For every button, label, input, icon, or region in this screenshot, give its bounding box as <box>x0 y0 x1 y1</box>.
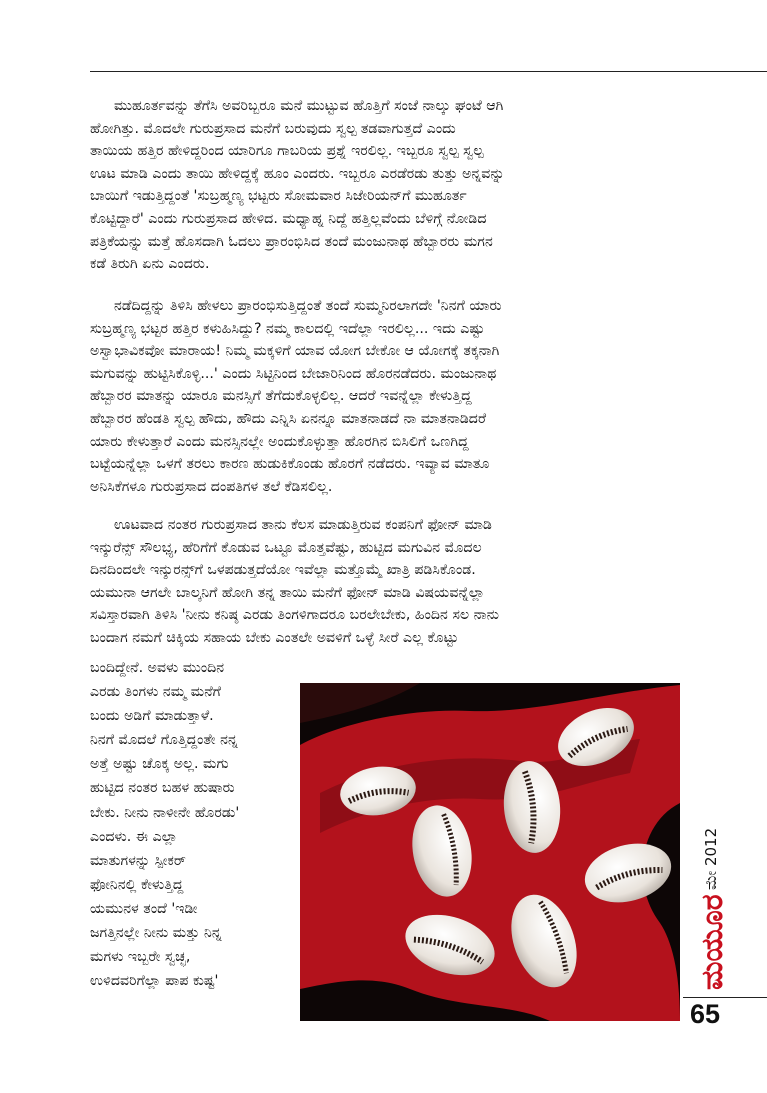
text-line: ಹೆಬ್ಬಾರರ ಹೆಂಡತಿ ಸ್ವಲ್ಪ ಹೌದು, ಹೌದು ಎನ್ನಿಸಿ ಏನನ್ನೂ ಮಾತನಾಡದೆ ನಾ ಮಾತನಾಡಿದರೆ <box>90 410 487 427</box>
text-line: ಪತ್ರಿಕೆಯನ್ನು ಮತ್ತೆ ಹೊಸದಾಗಿ ಓದಲು ಪ್ರಾರಂಭಿಸಿದ ತಂದೆ ಮಂಜುನಾಥ ಹೆಬ್ಬಾರರು ಮಗನ <box>90 233 493 250</box>
magazine-title: ಮಯೂರ <box>695 894 730 990</box>
text-line: ಜಗತ್ತಿನಲ್ಲೇ ನೀನು ಮತ್ತು ನಿನ್ನ <box>90 925 222 942</box>
text-line: ತಾಯಿಯ ಹತ್ತಿರ ಹೇಳಿದ್ದರಿಂದ ಯಾರಿಗೂ ಗಾಬರಿಯ ಪ್ರಶ್ನೆ ಇರಲಿಲ್ಲ. ಇಬ್ಬರೂ ಸ್ವಲ್ಪ ಸ್ವಲ್ಪ <box>90 143 484 160</box>
text-line: ಸವಿಸ್ತಾರವಾಗಿ ತಿಳಿಸಿ 'ನೀನು ಕನಿಷ್ಠ ಎರಡು ತಿಂಗಳಿಗಾದರೂ ಬರಲೇಬೇಕು, ಹಿಂದಿನ ಸಲ ನಾನು <box>90 607 499 624</box>
text-line: ಬಂದಾಗ ನಮಗೆ ಚಿಕ್ಕಿಯ ಸಹಾಯ ಬೇಕು ಎಂತಲೇ ಅವಳಿಗೆ ಒಳ್ಳೆ ಸೀರೆ ಎಲ್ಲ ಕೊಟ್ಟು <box>90 629 459 646</box>
text-line: ಹೋಗಿತ್ತು. ಮೊದಲೇ ಗುರುಪ್ರಸಾದ ಮನೆಗೆ ಬರುವುದು ಸ್ವಲ್ಪ ತಡವಾಗುತ್ತದೆ ಎಂದು <box>90 120 456 137</box>
issue-date: ಮೇ 2012 <box>702 827 720 890</box>
text-line: ಕಡೆ ತಿರುಗಿ ಏನು ಎಂದರು. <box>90 256 210 273</box>
text-line: ಬಂದಿದ್ದೇನೆ. ಅವಳು ಮುಂದಿನ <box>90 660 225 676</box>
paragraph-3-continued <box>90 656 300 993</box>
paragraph-1 <box>90 95 646 276</box>
text-line: ಯಾರು ಕೇಳುತ್ತಾರೆ ಎಂದು ಮನಸ್ಸಿನಲ್ಲೇ ಅಂದುಕೊಳ್ಳುತ್ತಾ ಹೊರಗಿನ ಬಿಸಿಲಿಗೆ ಒಣಗಿದ್ದ <box>90 433 469 450</box>
text-line: ಇನ್ಶುರೆನ್ಸ್ ಸೌಲಭ್ಯ, ಹೆರಿಗೆಗೆ ಕೊಡುವ ಒಟ್ಟೂ ಮೊತ್ತವೆಷ್ಟು, ಹುಟ್ಟಿದ ಮಗುವಿನ ಮೊದಲ <box>90 539 482 556</box>
text-line: ಹುಟ್ಟಿದ ನಂತರ ಬಹಳ ಹುಷಾರು <box>90 780 235 797</box>
text-line: ದಿನದಿಂದಲೇ ಇನ್ಶುರನ್ಸ್‌ಗೆ ಒಳಪಡುತ್ತದೆಯೋ ಇವೆಲ್ಲಾ ಮತ್ತೊಮ್ಮೆ ಖಾತ್ರಿ ಪಡಿಸಿಕೊಂಡ. <box>90 562 476 579</box>
text-line: ಊಟ ಮಾಡಿ ಎಂದು ತಾಯಿ ಹೇಳಿದ್ದಕ್ಕೆ ಹೂಂ ಎಂದರು. ಇಬ್ಬರೂ ಎರಡೆರಡು ತುತ್ತು ಅನ್ನವನ್ನು <box>90 165 505 182</box>
text-line: ಬಂದು ಅಡಿಗೆ ಮಾಡುತ್ತಾಳೆ. <box>90 708 214 725</box>
text-line: ಹೆಬ್ಬಾರರ ಮಾತನ್ನು ಯಾರೂ ಮನಸ್ಸಿಗೆ ತೆಗೆದುಕೊಳ್ಳಲಿಲ್ಲ. ಆದರೆ ಇವನ್ನೆಲ್ಲಾ ಕೇಳುತ್ತಿದ್ದ <box>90 388 472 405</box>
text-line: ಉಳಿದವರಿಗೆಲ್ಲಾ ಪಾಪ ಕುಷ್ಟ' <box>90 973 219 990</box>
text-line: ಮುಹೂರ್ತವನ್ನು ತೆಗೆಸಿ ಅವರಿಬ್ಬರೂ ಮನೆ ಮುಟ್ಟುವ ಹೊತ್ತಿಗೆ ಸಂಜೆ ನಾಲ್ಕು ಘಂಟೆ ಆಗಿ <box>114 98 504 114</box>
text-line: ನಡೆದಿದ್ದನ್ನು ತಿಳಿಸಿ ಹೇಳಲು ಪ್ರಾರಂಭಿಸುತ್ತಿದ್ದಂತೆ ತಂದೆ ಸುಮ್ಮನಿರಲಾಗದೇ 'ನಿನಗೆ ಯಾರು <box>114 298 502 314</box>
footer-rule <box>683 997 767 998</box>
text-line: ಅನಿಸಿಕೆಗಳೂ ಗುರುಪ್ರಸಾದ ದಂಪತಿಗಳ ತಲೆ ಕೆಡಿಸಲಿಲ್ಲ. <box>90 478 333 495</box>
text-line: ಕೊಟ್ಟಿದ್ದಾರೆ' ಎಂದು ಗುರುಪ್ರಸಾದ ಹೇಳಿದ. ಮಧ್ಯಾಹ್ನ ನಿದ್ದೆ ಹತ್ತಿಲ್ಲವೆಂದು ಬೆಳಿಗ್ಗೆ ನೋಡಿದ <box>90 210 487 227</box>
page-number: 65 <box>690 999 721 1029</box>
text-line: ಮಾತುಗಳನ್ನು ಸ್ಪೀಕರ್ <box>90 852 186 869</box>
text-line: ಯಮುನಾ ಆಗಲೇ ಬಾಲ್ಕನಿಗೆ ಹೋಗಿ ತನ್ನ ತಾಯಿ ಮನೆಗೆ ಫೋನ್ ಮಾಡಿ ವಿಷಯವನ್ನೆಲ್ಲಾ <box>90 584 485 601</box>
text-line: ಎಂದಳು. ಈ ಎಲ್ಲಾ <box>90 828 178 845</box>
text-line: ಎರಡು ತಿಂಗಳು ನಮ್ಮ ಮನೆಗೆ <box>90 684 221 701</box>
text-line: ನಿನಗೆ ಮೊದಲೆ ಗೊತ್ತಿದ್ದಂತೇ ನನ್ನ <box>90 732 238 749</box>
text-line: ಸುಬ್ರಹ್ಮಣ್ಯ ಭಟ್ಟರ ಹತ್ತಿರ ಕಳುಹಿಸಿದ್ದು? ನಮ್ಮ ಕಾಲದಲ್ಲಿ ಇದೆಲ್ಲಾ ಇರಲಿಲ್ಲ... ಇದು ಎಷ್ಟು <box>90 320 485 337</box>
top-rule <box>90 71 767 72</box>
text-line: ಯಮುನಳ ತಂದೆ 'ಇಡೀ <box>90 900 198 917</box>
text-line: ಬಾಯಿಗೆ ಇಡುತ್ತಿದ್ದಂತೆ 'ಸುಬ್ರಹ್ಮಣ್ಯ ಭಟ್ಟರು ಸೋಮವಾರ ಸಿಜೇರಿಯನ್‌ಗೆ ಮುಹೂರ್ತ <box>90 188 467 205</box>
text-line: ಅತ್ತೆ ಅಷ್ಟು ಚೊಕ್ಕ ಅಲ್ಲ. ಮಗು <box>90 756 229 773</box>
text-line: ಅಸ್ವಾಭಾವಿಕವೋ ಮಾರಾಯ! ನಿಮ್ಮ ಮಕ್ಕಳಿಗೆ ಯಾವ ಯೋಗ ಬೇಕೋ ಆ ಯೋಗಕ್ಕೆ ತಕ್ಕನಾಗಿ <box>90 343 500 360</box>
magazine-masthead <box>682 812 730 992</box>
text-line: ಮಗುವನ್ನು ಹುಟ್ಟಿಸಿಕೊಳ್ಳಿ...' ಎಂದು ಸಿಟ್ಟಿನಿಂದ ಬೇಜಾರಿನಿಂದ ಹೊರನಡೆದರು. ಮಂಜುನಾಥ <box>90 365 497 382</box>
text-line: ಊಟವಾದ ನಂತರ ಗುರುಪ್ರಸಾದ ತಾನು ಕೆಲಸ ಮಾಡುತ್ತಿರುವ ಕಂಪನಿಗೆ ಫೋನ್ ಮಾಡಿ <box>114 517 492 533</box>
paragraph-3 <box>90 514 646 650</box>
text-line: ಫೋನಿನಲ್ಲಿ ಕೇಳುತ್ತಿದ್ದ <box>90 876 184 893</box>
text-line: ಮಗಳು ಇಬ್ಬರೇ ಸ್ವಚ್ಛ, <box>90 949 191 966</box>
text-line: ಬಟ್ಟೆಯನ್ನೆಲ್ಲಾ ಒಳಗೆ ತರಲು ಕಾರಣ ಹುಡುಕಿಕೊಂಡು ಹೊರಗೆ ನಡೆದರು. ಇವ್ಯಾವ ಮಾತೂ <box>90 456 490 473</box>
text-line: ಬೇಕು. ನೀನು ನಾಳೀನೇ ಹೊರಡು' <box>90 804 240 821</box>
cowrie-shells-illustration <box>300 683 680 1021</box>
paragraph-2 <box>90 295 646 498</box>
